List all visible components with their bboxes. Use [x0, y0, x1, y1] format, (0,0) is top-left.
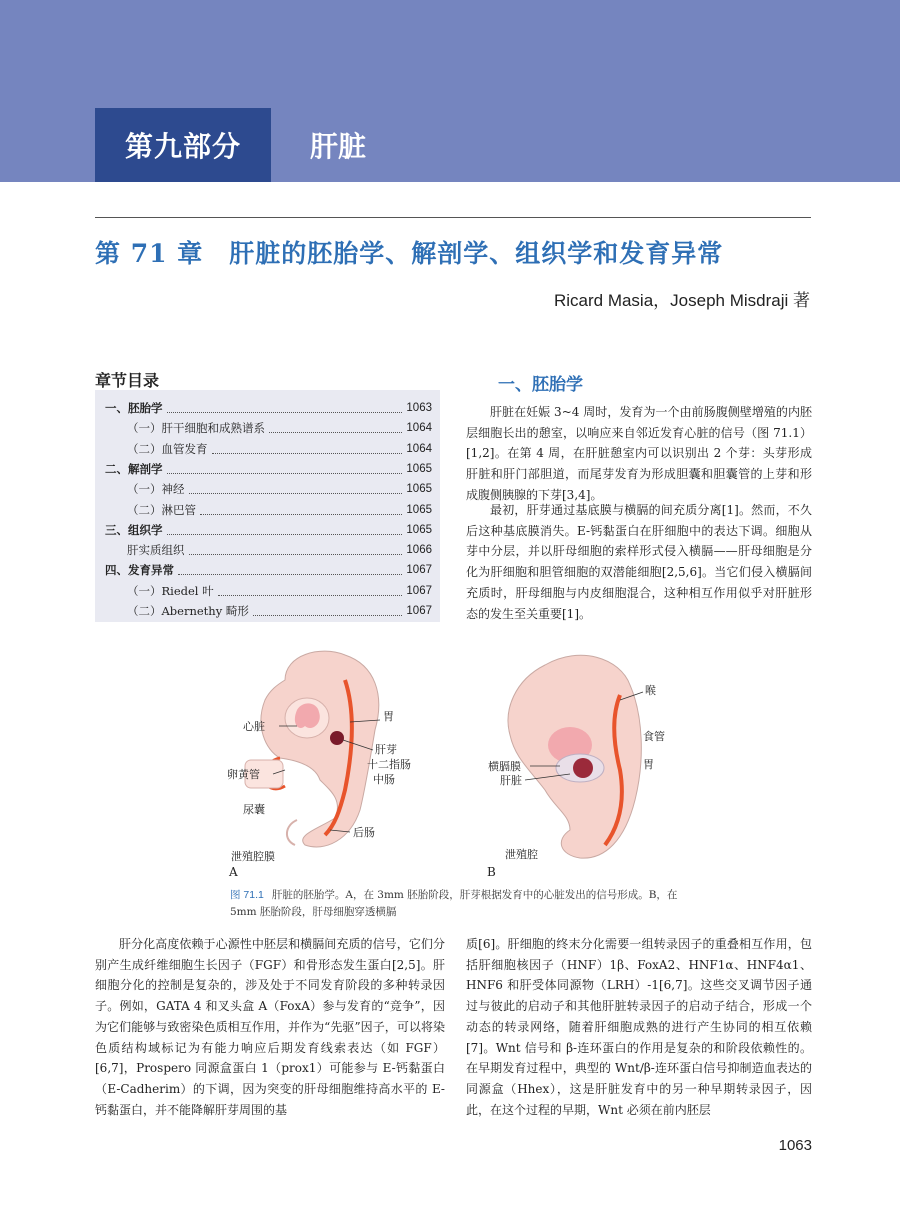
- embryo-a: [245, 651, 379, 847]
- toc-entry-page: 1064: [406, 442, 432, 455]
- label-septum: 横膈膜: [488, 760, 521, 773]
- toc-heading: 章节目录: [95, 371, 160, 390]
- label-pharynx: 喉: [645, 684, 656, 697]
- toc-leader-dots: [253, 606, 403, 616]
- label-midgut: 中肠: [373, 773, 395, 786]
- toc-entry-page: 1067: [406, 605, 432, 617]
- label-duodenum: 十二指肠: [367, 758, 411, 771]
- part-title: 肝脏: [310, 130, 367, 163]
- toc-entry[interactable]: [127, 601, 432, 621]
- toc-entry[interactable]: [127, 581, 432, 601]
- toc-entry[interactable]: [105, 520, 432, 540]
- toc-entry-page: 1065: [406, 483, 432, 496]
- toc-entry[interactable]: [105, 459, 432, 479]
- label-stomach-b: 胃: [643, 758, 654, 771]
- embryo-figure: [225, 640, 705, 880]
- authors: Ricard Masia，Joseph Misdraji 著: [553, 291, 810, 310]
- toc-leader-dots: [218, 586, 403, 596]
- toc-leader-dots: [212, 444, 403, 454]
- toc-entry-page: 1065: [406, 503, 432, 516]
- toc-entry-label: 二、解剖学: [105, 461, 163, 476]
- toc-entry-page: 1066: [406, 544, 432, 557]
- toc-entry-label: （二）淋巴管: [127, 502, 196, 517]
- toc-leader-dots: [269, 423, 402, 433]
- figure-caption: [230, 887, 700, 921]
- toc-entry-page: 1067: [406, 564, 432, 577]
- toc-entry-label: 一、胚胎学: [105, 401, 163, 415]
- part-number: 第九部分: [95, 108, 271, 182]
- toc-entry[interactable]: [127, 479, 432, 499]
- toc-entry[interactable]: [127, 540, 432, 560]
- toc-entry-label: （一）肝干细胞和成熟谱系: [127, 421, 265, 436]
- toc-leader-dots: [167, 464, 403, 474]
- caption-text: 肝脏的胚胎学。A，在 3mm 胚胎阶段，肝芽根据发育中的心脏发出的信号形成。B，在 5mm 胚胎阶段，肝母细胞穿透横膈: [230, 889, 678, 918]
- toc-entry-label: （一）神经: [127, 482, 185, 497]
- toc-box: [95, 390, 440, 622]
- section-title: 一、胚胎学: [498, 375, 583, 395]
- page-number: 1063: [778, 1137, 812, 1154]
- header-rule: [95, 217, 811, 218]
- toc-leader-dots: [167, 525, 403, 535]
- label-liver-b: 肝脏: [500, 774, 522, 787]
- toc-leader-dots: [200, 505, 402, 515]
- label-stomach-a: 胃: [383, 710, 394, 723]
- toc-entry-page: 1067: [406, 584, 432, 597]
- paragraph: 质[6]。肝细胞的终末分化需要一组转录因子的重叠相互作用，包括肝细胞核因子（HNF）1β、FoxA2、HNF1α、HNF4α1、HNF6 和肝受体同源物（LRH）-1[6,7]。这些交叉调节因子通过与彼此的启动子和其他肝脏转录因子的启动子结合，形成一个动态的转录网络，随着肝细胞成熟的进行产生协同的相互依赖[7]。Wnt 信号和 β-连环蛋白的作用是复杂的和阶段依赖性的。在早期发育过程中，典型的 Wnt/β-连环蛋白信号抑制造血表达的同源盒（Hhex），这是肝脏发育中的另一种早期转录因子，因此，在这个过程的早期，Wnt 必须在前内胚层: [466, 937, 812, 1117]
- caption-number: 图 71.1: [230, 889, 264, 901]
- toc-entry[interactable]: [105, 398, 432, 418]
- paragraph: 肝分化高度依赖于心源性中胚层和横膈间充质的信号，它们分别产生成纤维细胞生长因子（FGF）和骨形态发生蛋白[2,5]。肝细胞分化的控制是复杂的，涉及处于不同发育阶段的多种转录因子。例如，GATA 4 和叉头盒 A（FoxA）参与发育的“竞争”，因为它们能够与致密染色质相互作用，并作为“先驱”因子，可以将染色质结构域标记为有能力响应后期发育线索表达（如 FGF）[6,7]，Prospero 同源盒蛋白 1（prox1）可能参与 E-钙黏蛋白（E-Cadherim）的下调，因为突变的肝母细胞维持高水平的 E-钙黏蛋白，并不能降解肝芽周围的基: [95, 937, 445, 1117]
- toc-entry-label: 四、发育异常: [105, 563, 174, 578]
- toc-entry-page: 1065: [406, 523, 432, 536]
- label-liver-bud: 肝芽: [375, 743, 397, 756]
- label-cloaca-b: 泄殖腔: [505, 848, 538, 861]
- label-allantois: 尿囊: [243, 803, 265, 816]
- label-heart: 心脏: [243, 720, 265, 733]
- label-hindgut: 后肠: [353, 826, 375, 839]
- toc-entry-page: 1064: [406, 422, 432, 435]
- toc-entry-label: （二）血管发育: [127, 441, 208, 456]
- label-cloaca-a: 泄殖腔膜: [231, 850, 275, 863]
- paragraph: 肝脏在妊娠 3~4 周时，发育为一个由前肠腹侧壁增殖的内胚层细胞长出的憩室，以响应来自邻近发育心脏的信号（图 71.1）[1,2]。在第 4 周，在肝脏憩室内可以识别出 2 个芽：头芽形成肝脏和肝门部胆道，而尾芽发育为形成胆囊和胆囊管的上芽和形成腹侧胰腺的下芽[3,4]。: [466, 405, 812, 502]
- toc-leader-dots: [189, 484, 403, 494]
- toc-leader-dots: [178, 565, 402, 575]
- panel-b-label: B: [487, 865, 496, 879]
- toc-entry[interactable]: [127, 439, 432, 459]
- panel-a-label: A: [229, 865, 238, 879]
- toc-entry[interactable]: [127, 500, 432, 520]
- toc-entry-label: 肝实质组织: [127, 543, 185, 558]
- toc-entry-page: 1063: [406, 402, 432, 414]
- toc-entry-page: 1065: [406, 462, 432, 475]
- toc-entry-label: （一）Riedel 叶: [127, 583, 214, 598]
- chapter-title: 第 71 章 肝脏的胚胎学、解剖学、组织学和发育异常: [95, 239, 724, 268]
- toc-entry-label: 三、组织学: [105, 522, 163, 537]
- paragraph: 最初，肝芽通过基底膜与横膈的间充质分离[1]。然而，不久后这种基底膜消失。E-钙黏蛋白在肝细胞中的表达下调。细胞从芽中分层，并以肝母细胞的索样形式侵入横膈——肝母细胞是分化为肝细胞和胆管细胞的双潜能细胞[2,5,6]。当它们侵入横膈间充质时，肝母细胞与内皮细胞混合，这种相互作用似乎对肝脏形态的发生至关重要[1]。: [466, 503, 812, 621]
- toc-leader-dots: [189, 545, 403, 555]
- toc-leader-dots: [167, 403, 403, 413]
- toc-entry[interactable]: [127, 418, 432, 438]
- embryo-b: [508, 655, 641, 858]
- label-yolk-duct: 卵黄管: [227, 768, 260, 781]
- toc-entry[interactable]: [105, 560, 432, 580]
- label-esophagus: 食管: [643, 730, 665, 743]
- toc-entry-label: （二）Abernethy 畸形: [127, 604, 249, 618]
